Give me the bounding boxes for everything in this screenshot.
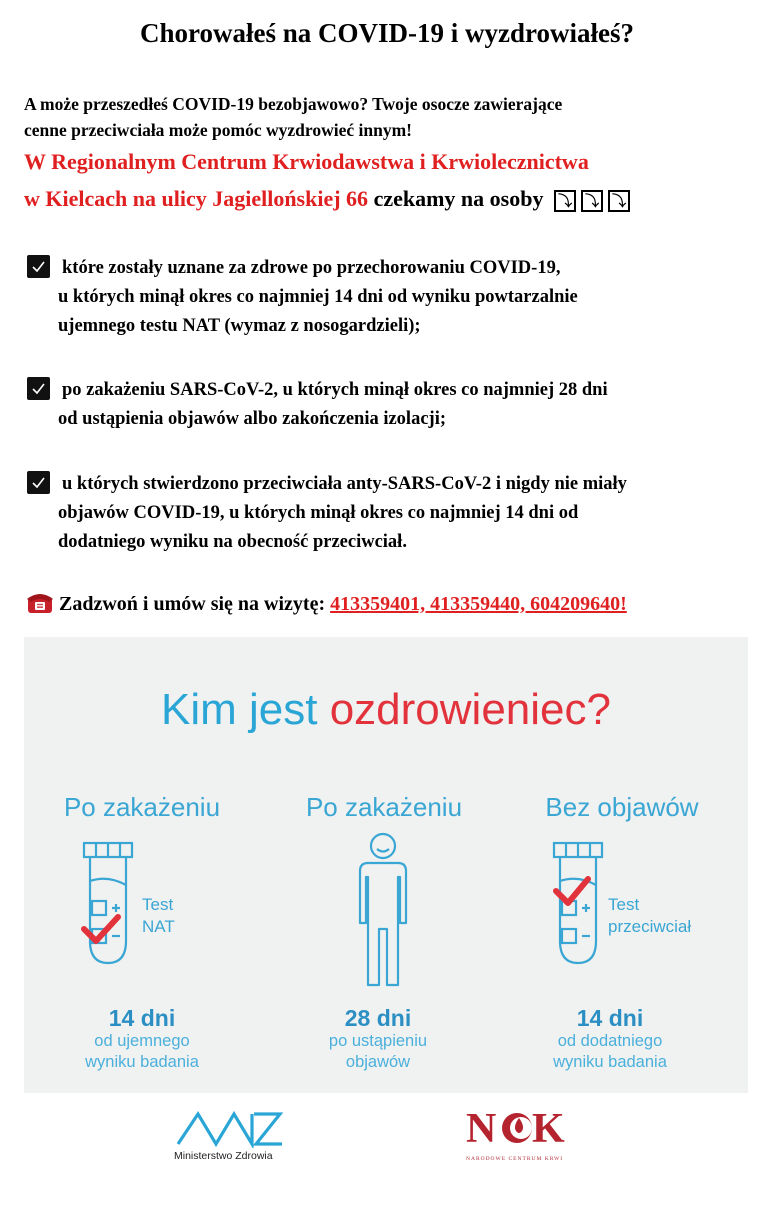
ministerstwo-zdrowia-label: Ministerstwo Zdrowia	[174, 1150, 273, 1162]
criterion-2	[58, 376, 608, 434]
column-heading: Po zakażeniu	[63, 792, 221, 822]
test-tube-icon	[552, 841, 612, 971]
criterion-line: które zostały uznane za zdrowe po przechorowaniu COVID-19,	[62, 258, 561, 278]
infographic-title-a: Kim jest	[161, 685, 330, 734]
days-caption: wyniku badania	[553, 1053, 667, 1071]
test-label-line: Test	[142, 895, 174, 914]
center-address: w Kielcach na ulicy Jagiellońskiej 66	[24, 186, 369, 211]
days-caption: objawów	[345, 1053, 411, 1071]
center-address-line	[24, 186, 630, 212]
test-label-line: przeciwciał	[608, 917, 692, 936]
criterion-line: dodatniego wyniku na obecność przeciwciał.	[58, 532, 407, 552]
contact-label: Zadzwoń i umów się na wizytę:	[59, 593, 326, 615]
criterion-line: objawów COVID-19, u których minął okres co najmniej 14 dni od	[58, 503, 579, 523]
infographic	[24, 637, 748, 1093]
days-value: 14 dni	[108, 1005, 176, 1031]
days-caption: od ujemnego	[94, 1032, 190, 1050]
criterion-line: u których stwierdzono przeciwciała anty-SARS-CoV-2 i nigdy nie miały	[62, 474, 627, 494]
criterion-line: ujemnego testu NAT (wymaz z nosogardzieli);	[58, 316, 421, 336]
person-icon	[350, 833, 416, 989]
days-caption: wyniku badania	[85, 1053, 199, 1071]
contact-line	[26, 592, 627, 616]
intro-line-1: A może przeszedłeś COVID-19 bezobjawowo? Twoje osocze zawierające	[24, 94, 563, 114]
nck-logo	[466, 1104, 572, 1150]
infographic-title	[24, 685, 748, 735]
arrow-down-icon: ⤵	[554, 190, 576, 212]
checkmark-icon	[27, 377, 50, 400]
criterion-line: u których minął okres co najmniej 14 dni od wyniku powtarzalnie	[58, 287, 578, 307]
checkmark-icon	[27, 471, 50, 494]
days-value: 14 dni	[576, 1005, 644, 1031]
days-caption: od dodatniego	[557, 1032, 663, 1050]
test-label-line: NAT	[142, 917, 175, 936]
nck-subtitle: NARODOWE CENTRUM KRWI	[466, 1156, 564, 1162]
waiting-text: czekamy na osoby	[368, 186, 544, 211]
phone-numbers-link[interactable]: 413359401, 413359440, 604209640!	[330, 593, 627, 615]
center-name: W Regionalnym Centrum Krwiodawstwa i Krwiolecznictwa	[24, 149, 589, 174]
criterion-line: po zakażeniu SARS-CoV-2, u których minął okres co najmniej 28 dni	[62, 380, 608, 400]
arrow-down-icon: ⤵	[581, 190, 603, 212]
page-title: Chorowałeś na COVID-19 i wyzdrowiałeś?	[139, 18, 634, 48]
intro-line-2: cenne przeciwciała może pomóc wyzdrowieć innym!	[24, 120, 412, 140]
days-value: 28 dni	[344, 1005, 412, 1031]
svg-text:N: N	[466, 1106, 497, 1150]
column-heading: Bez objawów	[545, 792, 699, 822]
telephone-icon	[26, 592, 54, 614]
column-heading: Po zakażeniu	[305, 792, 463, 822]
infographic-title-b: ozdrowieniec?	[329, 685, 611, 734]
test-label-line: Test	[608, 895, 640, 914]
criterion-1	[58, 254, 578, 341]
test-label	[608, 894, 691, 938]
test-label	[142, 894, 175, 938]
checkmark-icon	[27, 255, 50, 278]
svg-text:K: K	[532, 1106, 565, 1150]
arrow-down-icon: ⤵	[608, 190, 630, 212]
ministerstwo-zdrowia-logo	[176, 1110, 286, 1148]
test-tube-icon	[82, 841, 142, 971]
criterion-3	[58, 470, 627, 557]
days-caption: po ustąpieniu	[328, 1032, 428, 1050]
criterion-line: od ustąpienia objawów albo zakończenia izolacji;	[58, 409, 446, 429]
